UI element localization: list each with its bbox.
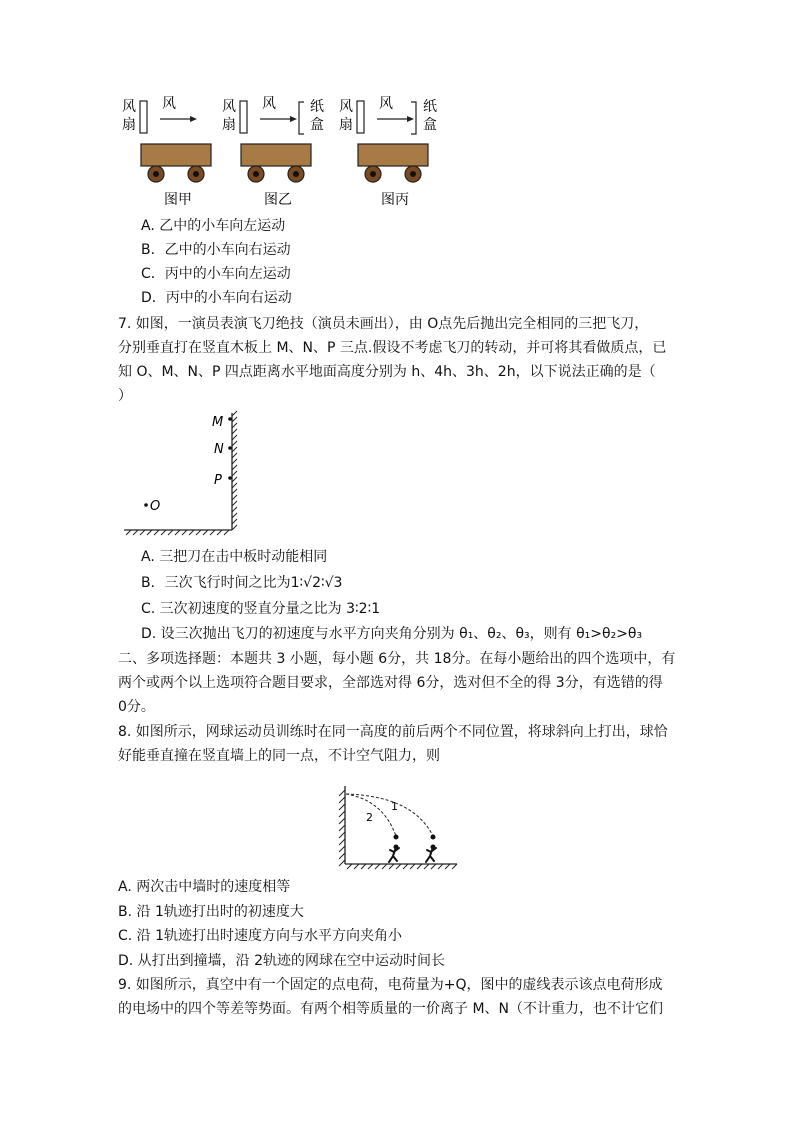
q6-option-a: A. 乙中的小车向左运动	[141, 218, 286, 234]
wheel	[148, 166, 164, 182]
player-1	[426, 845, 436, 863]
ball-2	[394, 835, 399, 840]
player-2	[389, 845, 399, 863]
caption-yi: 图乙	[264, 192, 292, 208]
q7-option-a: A. 三把刀在击中板时动能相同	[141, 549, 328, 565]
section2-line-1: 二、多项选择题：本题共 3 小题，每小题 6分，共 18分。在每小题给出的四个选项中，有	[118, 651, 676, 667]
svg-text:纸: 纸	[423, 99, 437, 115]
caption-jia: 图甲	[164, 192, 192, 208]
cart-yi	[222, 96, 324, 208]
point-n	[228, 446, 232, 450]
point-o	[144, 503, 148, 507]
q6-option-c: C．丙中的小车向左运动	[141, 266, 291, 282]
tennis-figure	[333, 776, 461, 872]
svg-text:风: 风	[339, 99, 353, 115]
q7-option-c: C. 三次初速度的竖直分量之比为 3∶2∶1	[141, 601, 381, 617]
fan-label-char2: 扇	[122, 117, 136, 133]
q8-option-c: C. 沿 1轨迹打出时速度方向与水平方向夹角小	[118, 928, 403, 944]
wheel	[188, 166, 204, 182]
cart-jia	[122, 96, 211, 208]
svg-text:扇: 扇	[339, 117, 353, 133]
section2-line-3: 0分。	[118, 699, 155, 715]
cart-bing	[339, 96, 437, 208]
label-o: O	[150, 499, 161, 514]
svg-text:风: 风	[379, 96, 393, 112]
caption-bing: 图丙	[381, 192, 409, 208]
q9-line-1: 9. 如图所示，真空中有一个固定的点电荷，电荷量为+Q，图中的虚线表示该点电荷形成	[118, 977, 663, 993]
svg-text:风: 风	[262, 96, 276, 112]
label-m: M	[212, 415, 224, 430]
svg-text:纸: 纸	[310, 99, 324, 115]
wind-label: 风	[162, 96, 176, 112]
q7-option-d: D. 设三次抛出飞刀的初速度与水平方向夹角分别为 θ₁、θ₂、θ₃，则有 θ₁>θ₂>θ₃	[141, 626, 643, 642]
label-n: N	[214, 442, 224, 457]
trajectory-1	[346, 794, 433, 836]
q7-line-4: ）	[118, 388, 132, 404]
point-m	[228, 417, 232, 421]
q8-option-a: A. 两次击中墙时的速度相等	[118, 879, 291, 895]
svg-text:扇: 扇	[222, 117, 236, 133]
q7-line-2: 分别垂直打在竖直木板上 M、N、P 三点.假设不考虑飞刀的转动，并可将其看做质点，已	[118, 340, 667, 356]
svg-text:盒: 盒	[310, 117, 324, 133]
point-p	[228, 476, 232, 480]
label-p: P	[214, 473, 222, 488]
q8-line-1: 8. 如图所示，网球运动员训练时在同一高度的前后两个不同位置，将球斜向上打出，球恰	[118, 724, 668, 740]
ball-1	[431, 835, 436, 840]
q8-line-2: 好能垂直撞在竖直墙上的同一点，不计空气阻力，则	[118, 748, 440, 764]
q6-option-b: B．乙中的小车向右运动	[141, 242, 291, 258]
traj-label-2: 2	[366, 811, 373, 824]
svg-text:风: 风	[222, 99, 236, 115]
fan-label-char1: 风	[122, 99, 136, 115]
knife-figure	[120, 408, 245, 538]
fan-blade	[140, 101, 147, 133]
q6-option-d: D．丙中的小车向右运动	[141, 290, 292, 306]
q7-option-b: B．三次飞行时间之比为1∶√2∶√3	[141, 575, 343, 591]
paper-box	[411, 102, 416, 134]
cart-figure	[118, 92, 458, 210]
svg-text:盒: 盒	[423, 117, 437, 133]
q7-line-1: 7. 如图，一演员表演飞刀绝技（演员未画出），由 O点先后抛出完全相同的三把飞刀，	[118, 316, 649, 332]
q8-option-d: D. 从打出到撞墙，沿 2轨迹的网球在空中运动时间长	[118, 953, 446, 969]
paper-box	[299, 102, 304, 134]
q8-option-b: B. 沿 1轨迹打出时的初速度大	[118, 904, 304, 920]
traj-label-1: 1	[391, 800, 398, 813]
q7-line-3: 知 O、M、N、P 四点距离水平地面高度分别为 h、4h、3h、2h，以下说法正确的是（	[118, 364, 656, 380]
q9-line-2: 的电场中的四个等差等势面。有两个相等质量的一价离子 M、N（不计重力，也不计它们	[118, 1001, 663, 1017]
section2-line-2: 两个或两个以上选项符合题目要求，全部选对得 6分，选对但不全的得 3分，有选错的得	[118, 675, 663, 691]
cart-body	[141, 144, 211, 166]
